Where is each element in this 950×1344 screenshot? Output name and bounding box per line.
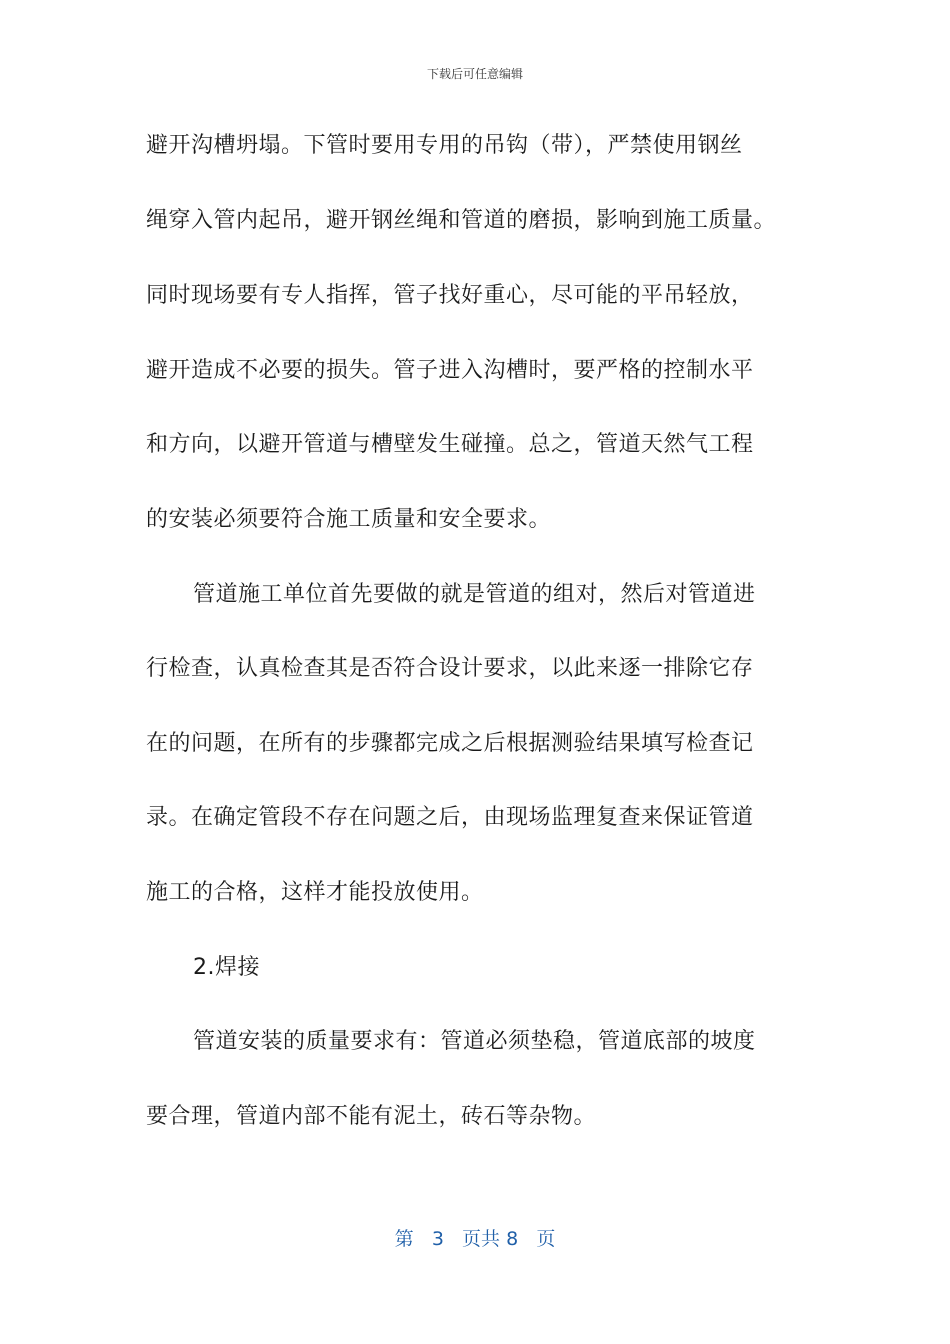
text-line: 和方向，以避开管道与槽壁发生碰撞。总之，管道天然气工程 (146, 432, 754, 457)
text-line: 避开造成不必要的损失。管子进入沟槽时，要严格的控制水平 (146, 358, 754, 383)
section-heading: 2.焊接 (193, 955, 260, 980)
current-page: 3 (431, 1228, 444, 1250)
page-label-prefix: 第 (394, 1228, 414, 1250)
text-line: 录。在确定管段不存在问题之后，由现场监理复查来保证管道 (146, 805, 754, 830)
page-label-middle: 页共 (462, 1228, 501, 1250)
text-line: 绳穿入管内起吊，避开钢丝绳和管道的磨损，影响到施工质量。 (146, 208, 777, 233)
download-note: 下载后可任意编辑 (426, 67, 523, 81)
text-line: 的安装必须要符合施工质量和安全要求。 (146, 507, 552, 532)
text-line: 避开沟槽坍塌。下管时要用专用的吊钩（带），严禁使用钢丝 (146, 133, 743, 158)
text-line: 在的问题，在所有的步骤都完成之后根据测验结果填写检查记 (146, 731, 754, 756)
text-line: 同时现场要有专人指挥，管子找好重心，尽可能的平吊轻放， (146, 283, 754, 308)
page-label-suffix: 页 (536, 1228, 556, 1250)
text-line: 施工的合格，这样才能投放使用。 (146, 880, 484, 905)
total-pages: 8 (506, 1228, 519, 1250)
paragraph-first-line: 管道施工单位首先要做的就是管道的组对，然后对管道进 (193, 582, 756, 607)
text-line: 要合理，管道内部不能有泥土，砖石等杂物。 (146, 1104, 597, 1129)
page-number (0, 1226, 950, 1252)
paragraph-first-line: 管道安装的质量要求有：管道必须垫稳，管道底部的坡度 (193, 1029, 756, 1054)
text-line: 行检查，认真检查其是否符合设计要求，以此来逐一排除它存 (146, 656, 754, 681)
